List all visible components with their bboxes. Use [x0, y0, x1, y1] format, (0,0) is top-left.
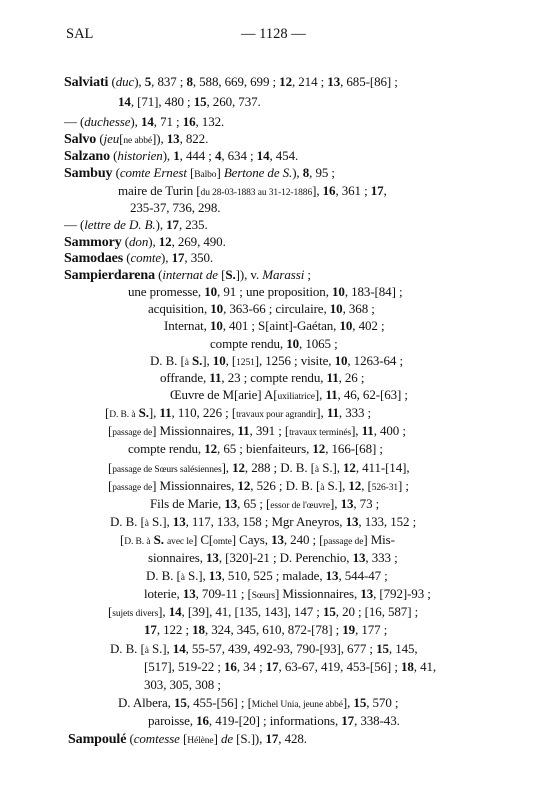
- index-line: 303, 305, 308 ;: [144, 677, 221, 692]
- index-line: 14, [71], 480 ; 15, 260, 737.: [118, 94, 261, 109]
- page-number: — 1128 —: [241, 26, 306, 42]
- index-line: [passage de] Missionnaires, 11, 391 ; [travaux terminés], 11, 400 ;: [108, 423, 406, 438]
- index-line: — (duchesse), 14, 71 ; 16, 132.: [64, 114, 225, 129]
- index-line: Internat, 10, 401 ; S[aint]-Gaétan, 10, 402 ;: [164, 318, 385, 333]
- index-line: D. B. [à S.], 13, 117, 133, 158 ; Mgr Aneyros, 13, 133, 152 ;: [110, 514, 417, 529]
- index-line: Salvo (jeu[ne abbé]), 13, 822.: [64, 131, 209, 147]
- index-line: [passage de Sœurs salésiennes], 12, 288 ; D. B. [à S.], 12, 411-[14],: [108, 460, 410, 475]
- running-head: SAL: [66, 26, 94, 42]
- index-line: maire de Turin [du 28-03-1883 au 31-12-1886], 16, 361 ; 17,: [118, 183, 387, 198]
- index-line: offrande, 11, 23 ; compte rendu, 11, 26 ;: [160, 370, 365, 385]
- index-line: Samodaes (comte), 17, 350.: [64, 250, 214, 266]
- index-line: loterie, 13, 709-11 ; [Sœurs] Missionnaires, 13, [792]-93 ;: [144, 586, 431, 601]
- index-line: compte rendu, 10, 1065 ;: [210, 336, 338, 351]
- index-line: [517], 519-22 ; 16, 34 ; 17, 63-67, 419, 453-[56] ; 18, 41,: [144, 659, 437, 674]
- index-line: D. B. [à S.], 13, 510, 525 ; malade, 13, 544-47 ;: [146, 568, 388, 583]
- index-line: Fils de Marie, 13, 65 ; [essor de l'œuvre], 13, 73 ;: [150, 496, 380, 511]
- index-line: D. B. [à S.], 14, 55-57, 439, 492-93, 790-[93], 677 ; 15, 145,: [110, 641, 418, 656]
- index-line: [D. B. à S.], 11, 110, 226 ; [travaux pour agrandir], 11, 333 ;: [105, 405, 372, 420]
- index-line: Sambuy (comte Ernest [Balbo] Bertone de S.), 8, 95 ;: [64, 165, 335, 181]
- index-line: paroisse, 16, 419-[20] ; informations, 17, 338-43.: [148, 713, 400, 728]
- index-line: Salviati (duc), 5, 837 ; 8, 588, 669, 699 ; 12, 214 ; 13, 685-[86] ;: [64, 74, 398, 90]
- index-line: Salzano (historien), 1, 444 ; 4, 634 ; 14, 454.: [64, 148, 299, 164]
- index-line: D. Albera, 15, 455-[56] ; [Michel Unia, jeune abbé], 15, 570 ;: [118, 695, 399, 710]
- index-line: D. B. [à S.], 10, [1251], 1256 ; visite, 10, 1263-64 ;: [150, 353, 403, 368]
- index-line: Sampoulé (comtesse [Hélène] de [S.]), 17, 428.: [68, 731, 307, 747]
- index-line: [sujets divers], 14, [39], 41, [135, 143], 147 ; 15, 20 ; [16, 587] ;: [108, 604, 419, 619]
- index-line: compte rendu, 12, 65 ; bienfaiteurs, 12, 166-[68] ;: [128, 441, 383, 456]
- index-line: une promesse, 10, 91 ; une proposition, 10, 183-[84] ;: [128, 284, 403, 299]
- index-line: [D. B. à S. avec le] C[omte] Cays, 13, 240 ; [passage de] Mis-: [120, 532, 395, 547]
- index-line: 17, 122 ; 18, 324, 345, 610, 872-[78] ; 19, 177 ;: [144, 622, 388, 637]
- index-line: [passage de] Missionnaires, 12, 526 ; D. B. [à S.], 12, [526-31] ;: [108, 478, 409, 493]
- index-line: — (lettre de D. B.), 17, 235.: [64, 217, 208, 232]
- index-line: Œuvre de M[arie] A[uxiliatrice], 11, 46, 62-[63] ;: [170, 387, 408, 402]
- index-line: sionnaires, 13, [320]-21 ; D. Perenchio, 13, 333 ;: [148, 550, 398, 565]
- index-line: Sammory (don), 12, 269, 490.: [64, 234, 226, 250]
- index-line: 235-37, 736, 298.: [130, 200, 221, 215]
- index-line: Sampierdarena (internat de [S.]), v. Marassi ;: [64, 267, 311, 283]
- index-line: acquisition, 10, 363-66 ; circulaire, 10, 368 ;: [148, 301, 375, 316]
